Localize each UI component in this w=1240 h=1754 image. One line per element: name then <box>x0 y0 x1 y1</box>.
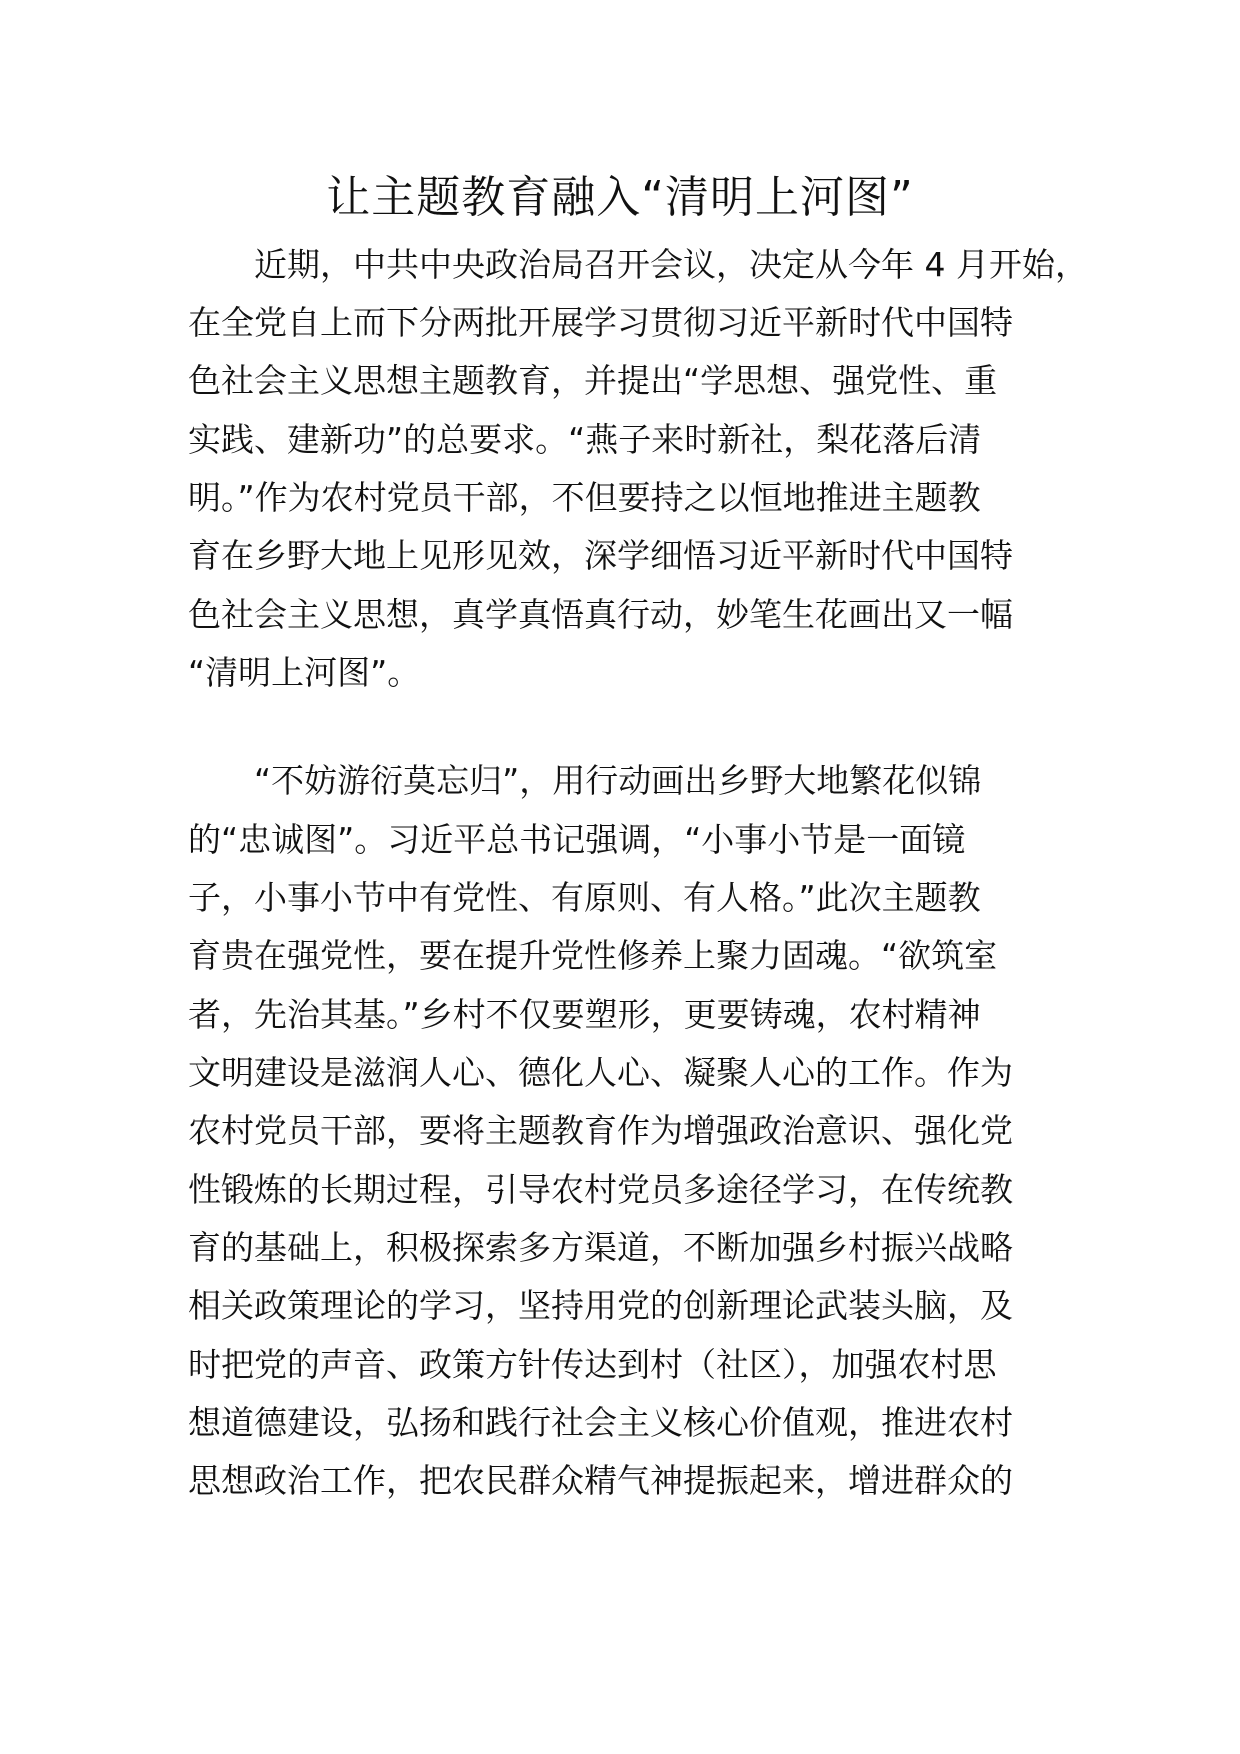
body-line: 农村党员干部，要将主题教育作为增强政治意识、强化党 <box>188 1111 1013 1150</box>
body-line: 子，小事小节中有党性、有原则、有人格。”此次主题教 <box>188 878 981 917</box>
body-line: 育贵在强党性，要在提升党性修养上聚力固魂。“欲筑室 <box>188 936 998 975</box>
body-line: “清明上河图”。 <box>188 653 421 692</box>
body-line: 思想政治工作，把农民群众精气神提振起来，增进群众的 <box>188 1461 1013 1500</box>
body-line: 者，先治其基。”乡村不仅要塑形，更要铸魂，农村精神 <box>188 995 981 1034</box>
body-line: “不妨游衍莫忘归”，用行动画出乡野大地繁花似锦 <box>188 761 982 800</box>
body-line: 育在乡野大地上见形见效，深学细悟习近平新时代中国特 <box>188 536 1013 575</box>
body-line: 实践、建新功”的总要求。“燕子来时新社，梨花落后清 <box>188 420 982 459</box>
body-line: 性锻炼的长期过程，引导农村党员多途径学习，在传统教 <box>188 1170 1013 1209</box>
body-line: 文明建设是滋润人心、德化人心、凝聚人心的工作。作为 <box>188 1053 1013 1092</box>
body-line: 近期，中共中央政治局召开会议，决定从今年 4 月开始， <box>188 245 1088 284</box>
body-line: 在全党自上而下分两批开展学习贯彻习近平新时代中国特 <box>188 303 1013 342</box>
body-line: 时把党的声音、政策方针传达到村（社区），加强农村思 <box>188 1345 997 1384</box>
body-line: 色社会主义思想，真学真悟真行动，妙笔生花画出又一幅 <box>188 595 1013 634</box>
body-line: 想道德建设，弘扬和践行社会主义核心价值观，推进农村 <box>188 1403 1013 1442</box>
body-line: 育的基础上，积极探索多方渠道，不断加强乡村振兴战略 <box>188 1228 1013 1267</box>
body-line: 明。”作为农村党员干部，不但要持之以恒地推进主题教 <box>188 478 981 517</box>
body-line: 的“忠诚图”。习近平总书记强调，“小事小节是一面镜 <box>188 820 966 859</box>
body-line: 色社会主义思想主题教育，并提出“学思想、强党性、重 <box>188 361 998 400</box>
document-title: 让主题教育融入“清明上河图” <box>326 172 914 223</box>
body-line: 相关政策理论的学习，坚持用党的创新理论武装头脑，及 <box>188 1286 1013 1325</box>
